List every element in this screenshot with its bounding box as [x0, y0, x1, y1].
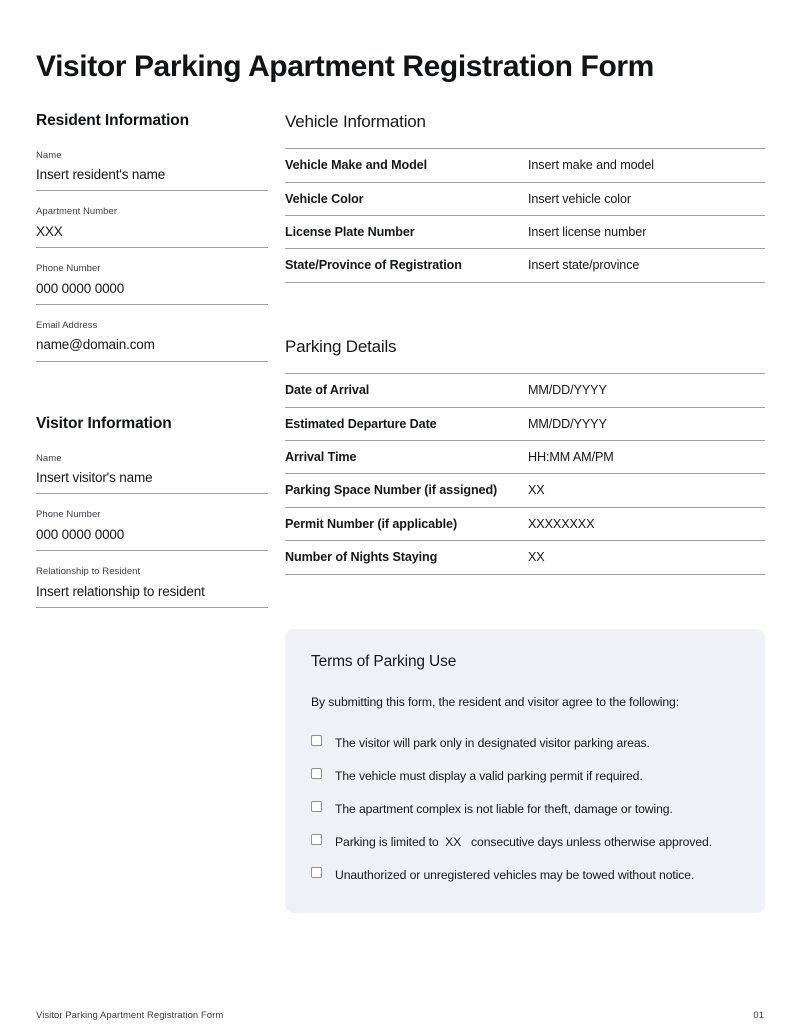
field-label: Phone Number [36, 509, 101, 521]
footer-document-name: Visitor Parking Apartment Registration Form [36, 1010, 224, 1021]
list-item[interactable] [311, 766, 739, 786]
table-row[interactable] [285, 474, 765, 507]
terms-item-label: The apartment complex is not liable for theft, damage or towing. [335, 801, 673, 816]
list-item[interactable] [311, 865, 739, 885]
field-resident-name[interactable] [36, 149, 268, 192]
list-item[interactable] [311, 799, 739, 819]
row-label: Parking Space Number (if assigned) [285, 483, 498, 498]
vehicle-information-table [285, 148, 765, 282]
row-value: Insert make and model [528, 158, 655, 173]
resident-information-section [36, 112, 268, 362]
terms-title: Terms of Parking Use [311, 653, 457, 670]
terms-of-parking-use-panel [285, 629, 765, 913]
terms-item-label: Unauthorized or unregistered vehicles may be towed without notice. [335, 868, 695, 883]
table-row[interactable] [285, 541, 765, 574]
table-row[interactable] [285, 441, 765, 474]
table-row[interactable] [285, 216, 765, 249]
row-value: Insert state/province [528, 258, 640, 273]
table-row[interactable] [285, 149, 765, 182]
checkbox-icon[interactable] [311, 867, 322, 878]
parking-details-heading: Parking Details [285, 337, 397, 356]
row-label: License Plate Number [285, 225, 415, 240]
field-value: 000 0000 0000 [36, 280, 125, 296]
field-label: Apartment Number [36, 206, 118, 218]
field-visitor-relationship[interactable] [36, 565, 268, 608]
terms-item-label: Parking is limited to XX consecutive days unless otherwise approved. [335, 835, 712, 850]
table-row[interactable] [285, 507, 765, 540]
row-label: State/Province of Registration [285, 258, 462, 273]
terms-item-label: The vehicle must display a valid parking permit if required. [335, 768, 643, 783]
field-value: Insert visitor's name [36, 469, 153, 485]
row-value: XXXXXXXX [528, 516, 595, 531]
table-row[interactable] [285, 249, 765, 282]
parking-details-section [285, 337, 765, 575]
field-label: Relationship to Resident [36, 566, 141, 578]
row-label: Date of Arrival [285, 383, 370, 398]
field-label: Email Address [36, 320, 98, 332]
field-label: Name [36, 452, 62, 464]
checkbox-icon[interactable] [311, 735, 322, 746]
row-value: XX [528, 550, 545, 565]
page-footer [36, 1010, 764, 1021]
field-value: name@domain.com [36, 337, 155, 353]
list-item[interactable] [311, 733, 739, 753]
row-label: Vehicle Make and Model [285, 158, 427, 173]
page-title: Visitor Parking Apartment Registration Form [36, 50, 654, 84]
field-value: 000 0000 0000 [36, 526, 125, 542]
visitor-information-section [36, 415, 268, 608]
field-visitor-phone-number[interactable] [36, 508, 268, 551]
vehicle-information-heading: Vehicle Information [285, 112, 426, 131]
parking-details-table [285, 373, 765, 574]
table-row[interactable] [285, 374, 765, 407]
row-value: HH:MM AM/PM [528, 450, 614, 465]
checkbox-icon[interactable] [311, 834, 322, 845]
row-label: Estimated Departure Date [285, 416, 437, 431]
terms-item-label: The visitor will park only in designated visitor parking areas. [335, 735, 650, 750]
table-row[interactable] [285, 407, 765, 440]
checkbox-icon[interactable] [311, 768, 322, 779]
vehicle-information-section [285, 112, 765, 283]
field-label: Name [36, 149, 62, 161]
row-label: Number of Nights Staying [285, 550, 438, 565]
terms-intro-text: By submitting this form, the resident and visitor agree to the following: [311, 694, 679, 709]
footer-page-number: 01 [753, 1010, 764, 1021]
row-value: Insert license number [528, 225, 647, 240]
row-value: Insert vehicle color [528, 191, 631, 206]
field-value: Insert relationship to resident [36, 583, 205, 599]
table-row[interactable] [285, 182, 765, 215]
checkbox-icon[interactable] [311, 801, 322, 812]
field-value: XXX [36, 223, 63, 239]
row-label: Arrival Time [285, 450, 357, 465]
terms-list [311, 733, 739, 886]
row-label: Vehicle Color [285, 191, 364, 206]
row-value: XX [528, 483, 545, 498]
row-value: MM/DD/YYYY [528, 416, 607, 431]
field-resident-phone-number[interactable] [36, 262, 268, 305]
row-value: MM/DD/YYYY [528, 383, 607, 398]
resident-information-heading: Resident Information [36, 112, 190, 129]
field-value: Insert resident's name [36, 166, 166, 182]
row-label: Permit Number (if applicable) [285, 516, 458, 531]
field-resident-email-address[interactable] [36, 319, 268, 362]
field-label: Phone Number [36, 263, 101, 275]
list-item[interactable] [311, 832, 739, 852]
field-visitor-name[interactable] [36, 452, 268, 495]
visitor-information-heading: Visitor Information [36, 415, 172, 432]
field-resident-apartment-number[interactable] [36, 205, 268, 248]
